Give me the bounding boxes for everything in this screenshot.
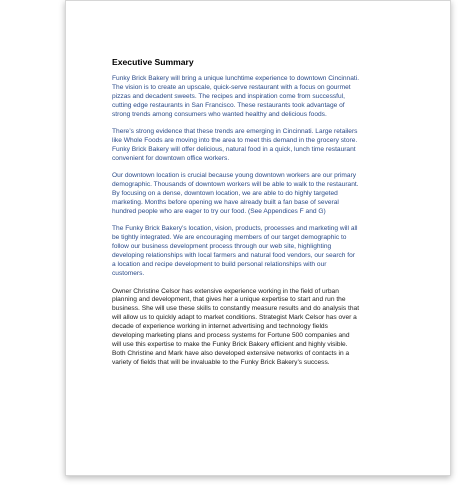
text-line: customers. — [112, 270, 145, 277]
text-line: Funky Brick Bakery will offer delicious, natural food in a quick, lunch time restaurant — [112, 145, 356, 153]
text-line: Both Christine and Mark have also developed extensive networks of contacts in a — [112, 349, 350, 357]
text-line: decade of experience working in internet advertising and technology fields — [112, 323, 328, 331]
text-line: developing relationships with local farmers and natural food vendors, our search for — [112, 252, 356, 260]
text-line: like Whole Foods are moving into the area to meet this demand in the grocery store. — [112, 137, 358, 145]
text-line: will allow us to quickly adapt to market conditions. Strategist Mark Celsor has over a — [112, 314, 357, 322]
paragraph-integration — [112, 225, 426, 278]
text-line: Owner Christine Celsor has extensive experience working in the field of urban — [112, 287, 339, 295]
text-line: pizzas and decadent sweets. The recipes and inspiration come from successful, — [112, 92, 345, 100]
text-line: The Funky Brick Bakery’s location, vision, products, processes and marketing will all — [112, 225, 358, 233]
text-line: business. She will use these skills to constantly measure results and do analysis that — [112, 305, 360, 313]
text-line: developing marketing plans and process systems for Fortune 500 companies and — [112, 332, 350, 340]
text-line: hundred people who are eager to try our food. (See Appendices F and G) — [112, 207, 326, 215]
paragraph-intro — [112, 75, 426, 120]
text-line: By focusing on a dense, downtown location, we are able to do highly targeted — [112, 190, 338, 198]
paragraph-owners — [112, 288, 426, 368]
text-line: Our downtown location is crucial because young downtown workers are our primary — [112, 172, 357, 180]
text-line: Funky Brick Bakery will bring a unique lunchtime experience to downtown Cincinnati. — [112, 75, 360, 82]
paragraph-location — [112, 172, 426, 217]
text-line: demographic. Thousands of downtown workers will be able to walk to the restaurant. — [112, 181, 359, 189]
text-line: follow our business development process through our web site, highlighting — [112, 243, 332, 251]
document-page — [65, 0, 451, 476]
paragraph-evidence — [112, 128, 426, 164]
text-line: be tightly integrated. We are encouraging members of our target demographic to — [112, 234, 347, 242]
text-line: variety of fields that will be invaluable to the Funky Brick Bakery’s success. — [112, 358, 330, 366]
text-line: convenient for downtown office workers. — [112, 154, 230, 162]
document-heading: Executive Summary — [112, 57, 194, 67]
document-content — [112, 57, 426, 376]
text-line: There’s strong evidence that these trends are emerging in Cincinnati. Large retailers — [112, 128, 358, 136]
text-line: The vision is to create an upscale, quick-serve restaurant with a focus on gourmet — [112, 83, 351, 91]
text-line: strong trends among consumers who wanted healthy and delicious foods. — [112, 110, 327, 118]
text-line: cutting edge restaurants in San Francisco. These restaurants took advantage of — [112, 101, 345, 109]
text-line: planning and development, that gives her a unique expertise to start and run the — [112, 296, 346, 304]
text-line: will use this expertise to make the Funky Brick Bakery efficient and highly visible. — [112, 340, 348, 348]
text-line: a location and recipe development to build personal relationships with our — [112, 261, 327, 269]
text-line: marketing. Months before opening we have already built a fan base of several — [112, 199, 339, 207]
